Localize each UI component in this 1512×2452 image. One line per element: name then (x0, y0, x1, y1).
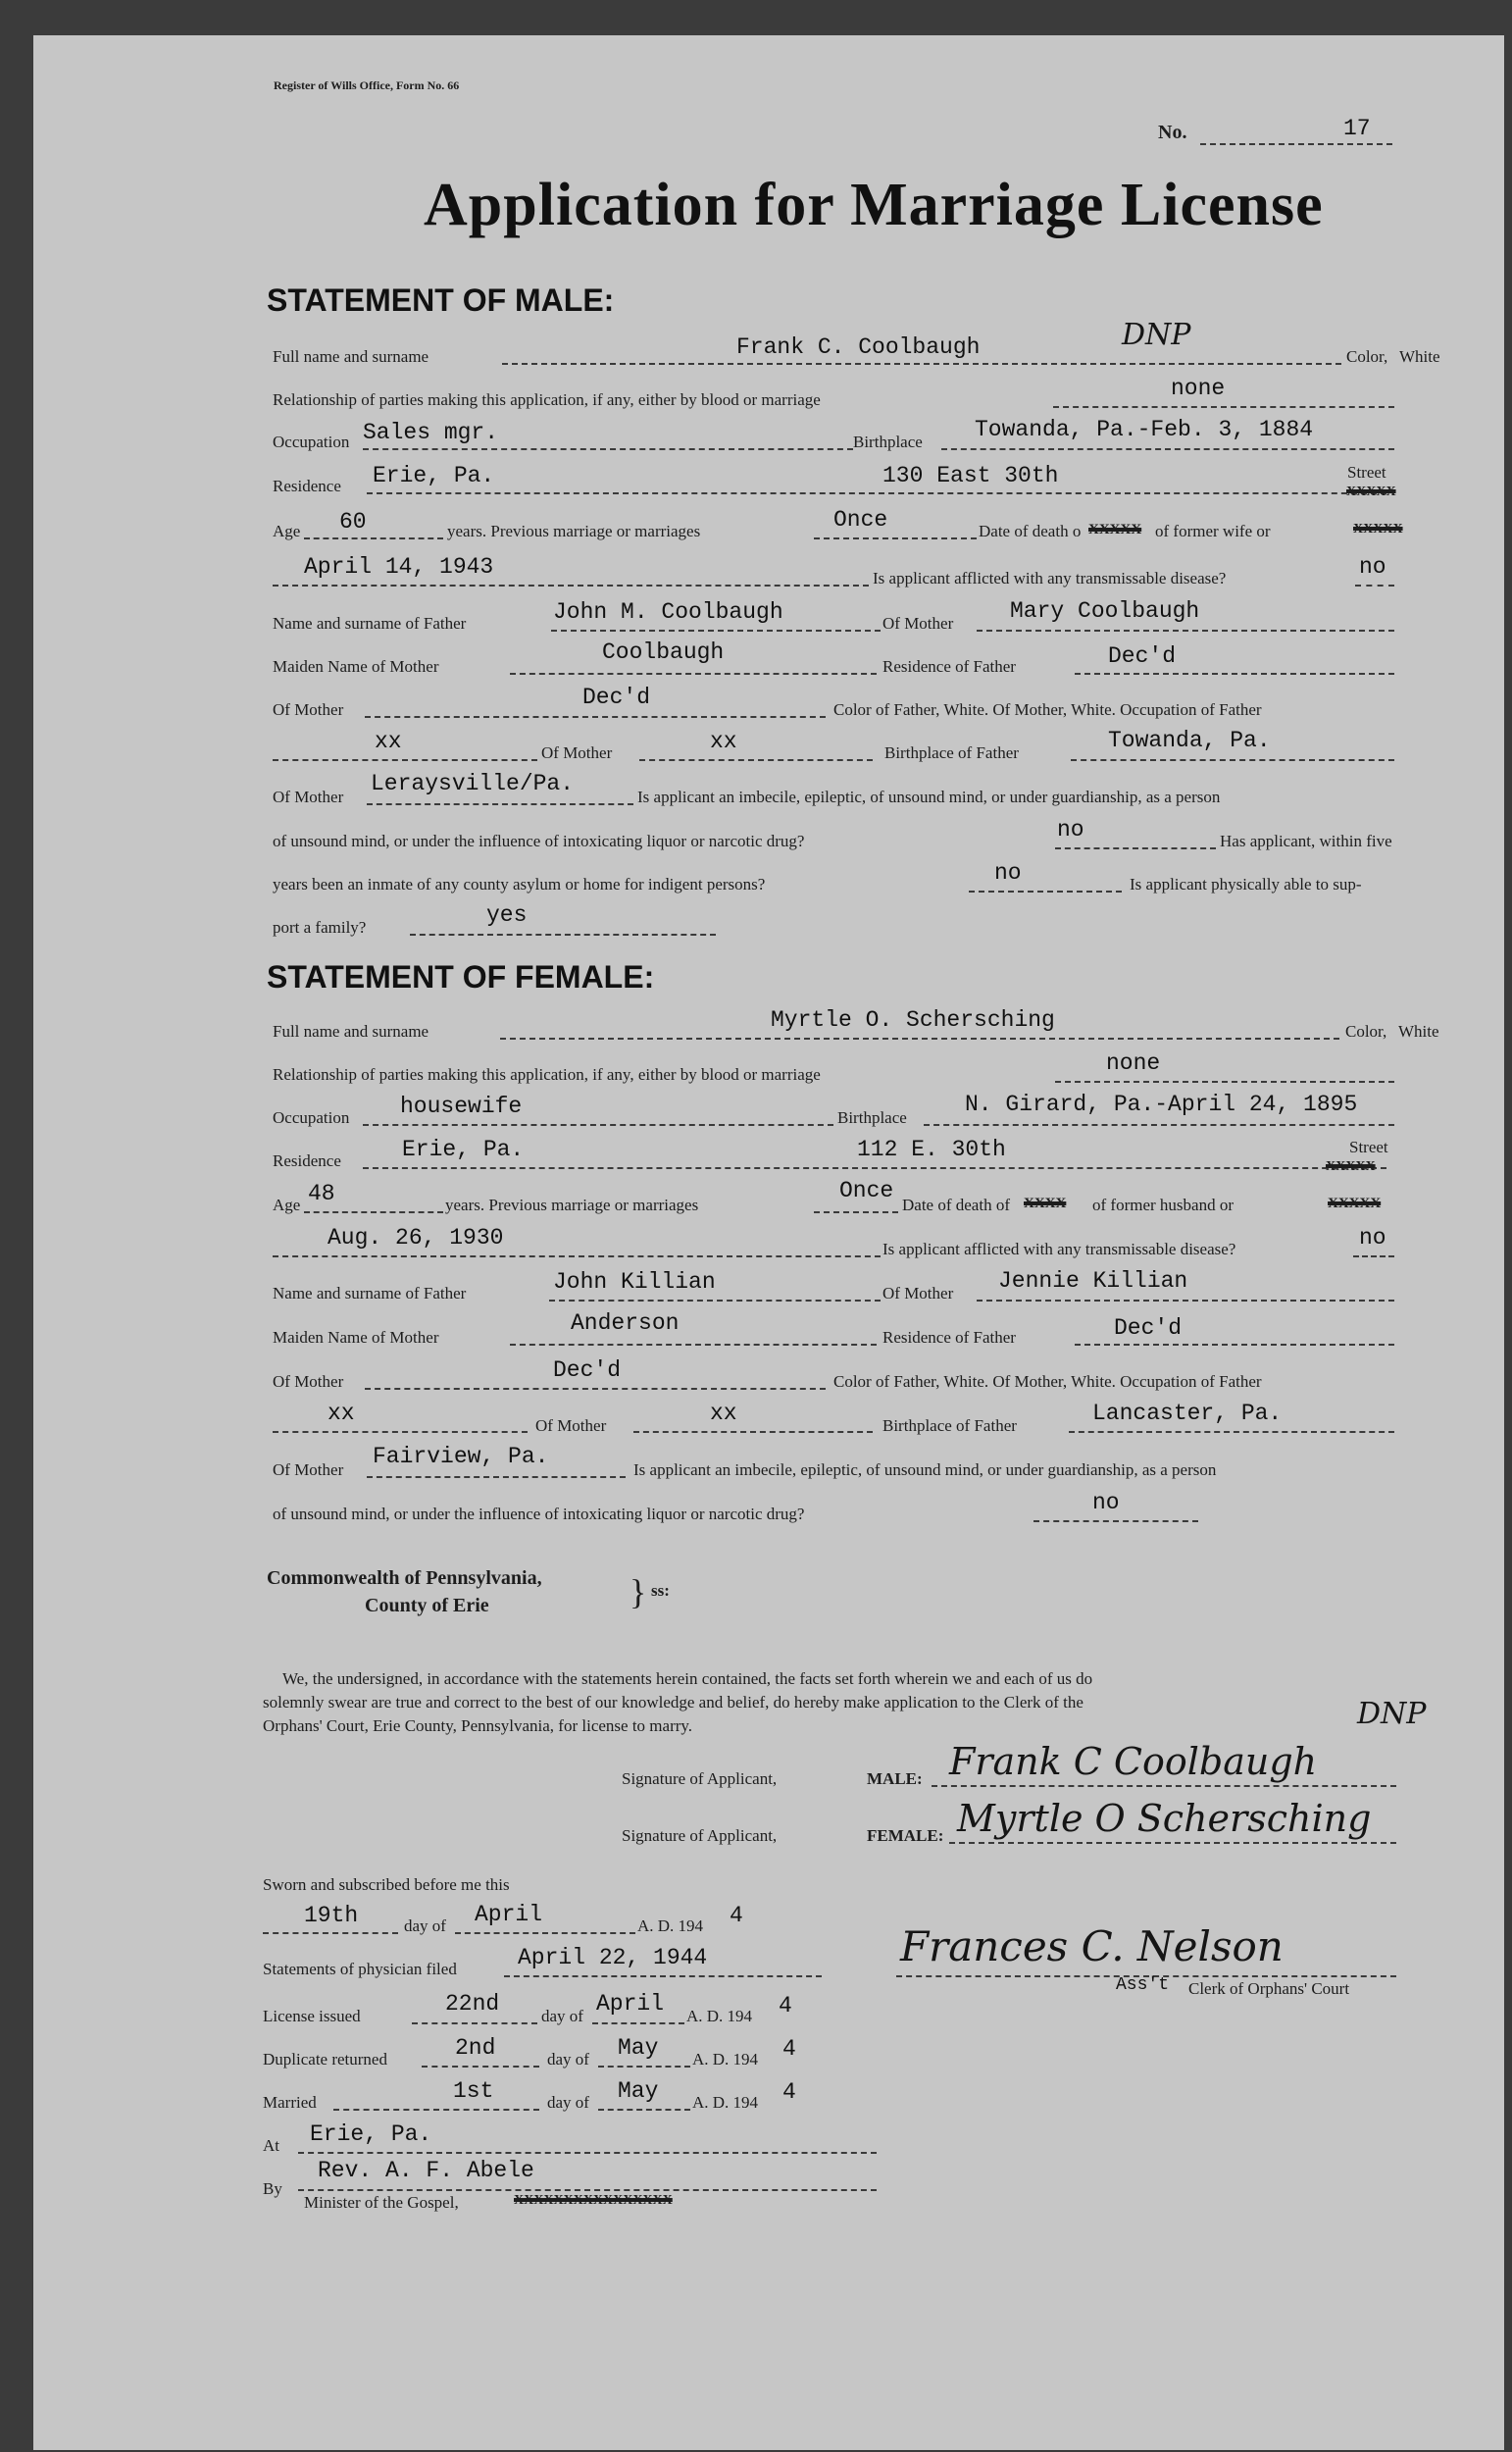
male-occupation-line (363, 448, 853, 450)
female-relationship-label: Relationship of parties making this application, if any, either by blood or marriage (273, 1065, 821, 1084)
female-mother-line (977, 1300, 1394, 1302)
female-res-mother-line (365, 1388, 826, 1390)
duplicate-day-of-label: day of (547, 2050, 589, 2069)
female-disease-label: Is applicant afflicted with any transmissable disease? (882, 1240, 1236, 1258)
male-support-label-b: port a family? (273, 918, 367, 937)
male-section-heading: STATEMENT OF MALE: (267, 282, 615, 318)
male-birthplace-value: Towanda, Pa.-Feb. 3, 1884 (975, 417, 1314, 442)
male-mother-label: Of Mother (882, 614, 954, 633)
female-res-mother-value: Dec'd (553, 1357, 622, 1383)
oath-line-1: We, the undersigned, in accordance with the statements herein contained, the facts set forth wherein we and each of us do (282, 1669, 1093, 1688)
female-occupation-value: housewife (400, 1094, 523, 1119)
female-unsound-value: no (1092, 1490, 1120, 1515)
male-occupation-label: Occupation (273, 433, 350, 451)
page-title: Application for Marriage License (424, 172, 1324, 238)
male-bp-father-value: Towanda, Pa. (1108, 728, 1271, 753)
married-month-line (598, 2109, 690, 2111)
female-sig-prefix: FEMALE: (867, 1826, 944, 1845)
female-former-date-value: Aug. 26, 1930 (328, 1225, 504, 1251)
male-res-father-label: Residence of Father (882, 657, 1016, 676)
male-imbecile-label: Is applicant an imbecile, epileptic, of unsound mind, or under guardianship, as a person (637, 788, 1221, 806)
female-birthplace-value: N. Girard, Pa.-April 24, 1895 (965, 1092, 1358, 1117)
female-occupation-label: Occupation (273, 1108, 350, 1127)
male-sig-prefix: MALE: (867, 1769, 923, 1788)
female-birthplace-label: Birthplace (837, 1108, 907, 1127)
male-unsound-value: no (1057, 817, 1084, 843)
male-birthplace-label: Birthplace (853, 433, 923, 451)
female-disease-line (1353, 1255, 1394, 1257)
female-occ-mother-label: Of Mother (535, 1416, 607, 1435)
female-death-label: Date of death of (902, 1196, 1010, 1214)
male-bp-mother-line (367, 803, 633, 805)
male-relationship-label: Relationship of parties making this application, if any, either by blood or marriage (273, 390, 821, 409)
female-bp-mother-value: Fairview, Pa. (373, 1444, 549, 1469)
number-value: 17 (1343, 116, 1371, 141)
male-residence-label: Residence (273, 477, 341, 495)
minister-title-label: Minister of the Gospel, (304, 2193, 459, 2212)
female-prev-marriage-line (814, 1211, 898, 1213)
female-color-value: White (1398, 1022, 1439, 1041)
female-bp-father-value: Lancaster, Pa. (1092, 1401, 1283, 1426)
duplicate-month-value: May (618, 2035, 659, 2061)
female-section-heading: STATEMENT OF FEMALE: (267, 959, 655, 995)
female-residence-line (363, 1167, 1386, 1169)
male-occupation-value: Sales mgr. (363, 420, 499, 445)
male-color-parents-label: Color of Father, White. Of Mother, White. Occupation of Father (833, 700, 1262, 719)
male-occ-mother-label: Of Mother (541, 743, 613, 762)
duplicate-day-value: 2nd (455, 2035, 496, 2061)
male-maiden-label: Maiden Name of Mother (273, 657, 439, 676)
minister-line (298, 2189, 877, 2191)
clerk-signature: Frances C. Nelson (900, 1922, 1284, 1970)
sworn-year-digit: 4 (730, 1903, 743, 1928)
male-res-mother-label: Of Mother (273, 700, 344, 719)
sworn-month-value: April (475, 1902, 543, 1927)
female-residence-street: 112 E. 30th (857, 1137, 1006, 1162)
commonwealth-label: Commonwealth of Pennsylvania, (267, 1567, 542, 1589)
female-fullname-value: Myrtle O. Schersching (771, 1007, 1055, 1033)
male-unsound-label: of unsound mind, or under the influence of intoxicating liquor or narcotic drug? (273, 832, 805, 850)
male-father-name-value: John M. Coolbaugh (553, 599, 783, 625)
duplicate-label: Duplicate returned (263, 2050, 387, 2069)
male-birthplace-line (941, 448, 1394, 450)
married-day-line (333, 2109, 539, 2111)
female-father-name-value: John Killian (553, 1269, 716, 1295)
female-former-struck: XXXXX (1328, 1196, 1382, 1211)
male-age-line (304, 537, 443, 539)
female-bp-mother-label: Of Mother (273, 1460, 344, 1479)
female-fullname-line (500, 1038, 1339, 1040)
female-mother-value: Jennie Killian (998, 1268, 1188, 1294)
female-res-mother-label: Of Mother (273, 1372, 344, 1391)
male-color-value: White (1399, 347, 1440, 366)
duplicate-month-line (598, 2066, 690, 2068)
male-father-name-line (551, 630, 881, 632)
male-age-value: 60 (339, 509, 367, 535)
male-death-label: Date of death o (979, 522, 1082, 540)
male-former-wife-label: of former wife or (1155, 522, 1271, 540)
male-father-name-label: Name and surname of Father (273, 614, 467, 633)
license-issued-label: License issued (263, 2007, 361, 2025)
male-maiden-line (510, 673, 877, 675)
oath-line-3: Orphans' Court, Erie County, Pennsylvania, for license to marry. (263, 1716, 693, 1735)
female-signature: Myrtle O Schersching (957, 1797, 1372, 1840)
male-disease-label: Is applicant afflicted with any transmissable disease? (873, 569, 1227, 587)
license-day-line (412, 2022, 537, 2024)
ss-label: ss: (651, 1581, 670, 1600)
male-maiden-value: Coolbaugh (602, 639, 725, 665)
male-former-struck: XXXXX (1353, 522, 1403, 536)
male-signature: Frank C Coolbaugh (949, 1740, 1318, 1783)
male-support-label-a: Is applicant physically able to sup- (1130, 875, 1362, 894)
clerk-title-label: Clerk of Orphans' Court (1188, 1979, 1350, 1998)
female-death-struck: XXXX (1024, 1196, 1067, 1211)
male-color-label: Color, (1346, 347, 1388, 366)
license-day-value: 22nd (445, 1991, 500, 2017)
male-relationship-line (1053, 406, 1394, 408)
male-fullname-label: Full name and surname (273, 347, 429, 366)
male-prev-marriage-line (814, 537, 977, 539)
married-ad-label: A. D. 194 (692, 2093, 759, 2112)
female-prev-marriage-value: Once (839, 1178, 894, 1203)
brace-glyph: } (630, 1572, 647, 1611)
female-father-name-line (549, 1300, 881, 1302)
at-line (298, 2152, 877, 2154)
female-prev-marriage-label: years. Previous marriage or marriages (445, 1196, 699, 1214)
male-occ-father-value: xx (375, 729, 402, 754)
female-relationship-value: none (1106, 1050, 1161, 1076)
license-day-of-label: day of (541, 2007, 583, 2025)
male-sig-label: Signature of Applicant, (622, 1769, 778, 1788)
male-street-struck: XXXXX (1346, 485, 1396, 499)
physician-date-value: April 22, 1944 (518, 1945, 708, 1970)
sworn-label: Sworn and subscribed before me this (263, 1875, 510, 1894)
male-mother-line (977, 630, 1394, 632)
male-disease-line (1355, 585, 1394, 587)
oath-dnp-mark: DNP (1357, 1697, 1427, 1731)
minister-struck-label: XXXXXXXXXXXXXXXX (514, 2193, 673, 2208)
duplicate-day-line (422, 2066, 539, 2068)
male-death-struck: XXXXX (1088, 522, 1142, 537)
male-residence-city: Erie, Pa. (373, 463, 495, 488)
female-occ-mother-line (633, 1431, 873, 1433)
male-age-label: Age (273, 522, 301, 540)
female-street-label: Street (1349, 1138, 1388, 1156)
female-occupation-line (363, 1124, 833, 1126)
physician-line (504, 1975, 822, 1977)
female-street-struck: XXXXX (1326, 1159, 1376, 1174)
male-residence-line (367, 492, 1386, 494)
female-bp-mother-line (367, 1476, 626, 1478)
female-father-name-label: Name and surname of Father (273, 1284, 467, 1303)
male-former-date-value: April 14, 1943 (304, 554, 494, 580)
female-age-line (304, 1211, 443, 1213)
license-month-line (592, 2022, 684, 2024)
license-month-value: April (596, 1991, 665, 2017)
duplicate-ad-label: A. D. 194 (692, 2050, 759, 2069)
female-relationship-line (1055, 1081, 1394, 1083)
female-birthplace-line (924, 1124, 1394, 1126)
duplicate-year-digit: 4 (782, 2036, 796, 2062)
male-fullname-value: Frank C. Coolbaugh (736, 334, 981, 360)
male-residence-street: 130 East 30th (882, 463, 1059, 488)
female-maiden-line (510, 1344, 877, 1346)
female-former-husband-label: of former husband or (1092, 1196, 1234, 1214)
form-id: Register of Wills Office, Form No. 66 (274, 78, 460, 92)
male-disease-value: no (1359, 554, 1386, 580)
female-residence-city: Erie, Pa. (402, 1137, 525, 1162)
female-residence-label: Residence (273, 1151, 341, 1170)
male-relationship-value: none (1171, 376, 1226, 401)
male-res-father-value: Dec'd (1108, 643, 1177, 669)
number-label: No. (1158, 122, 1187, 143)
male-unsound-line (1055, 847, 1216, 849)
female-former-date-line (273, 1255, 881, 1257)
female-occ-father-value: xx (328, 1401, 355, 1426)
number-line (1200, 143, 1392, 145)
married-year-digit: 4 (782, 2079, 796, 2105)
female-disease-value: no (1359, 1225, 1386, 1251)
male-bp-mother-value: Leraysville/Pa. (371, 771, 575, 796)
male-occ-mother-line (639, 759, 873, 761)
male-occ-father-line (273, 759, 537, 761)
male-sig-line (932, 1785, 1396, 1787)
married-label: Married (263, 2093, 317, 2112)
at-label: At (263, 2136, 279, 2155)
sworn-month-line (455, 1932, 635, 1934)
female-color-parents-label: Color of Father, White. Of Mother, White. Occupation of Father (833, 1372, 1262, 1391)
male-bp-father-label: Birthplace of Father (884, 743, 1019, 762)
female-res-father-value: Dec'd (1114, 1315, 1183, 1341)
female-res-father-label: Residence of Father (882, 1328, 1016, 1347)
male-asylum-value: no (994, 860, 1022, 886)
married-month-value: May (618, 2078, 659, 2104)
minister-name-value: Rev. A. F. Abele (318, 2158, 534, 2183)
male-prev-marriage-label: years. Previous marriage or marriages (447, 522, 701, 540)
male-prev-marriage-value: Once (833, 507, 888, 533)
female-age-value: 48 (308, 1181, 335, 1206)
male-res-father-line (1075, 673, 1394, 675)
male-former-date-line (273, 585, 869, 587)
sworn-ad-label: A. D. 194 (637, 1916, 704, 1935)
male-support-value: yes (486, 902, 528, 928)
female-color-label: Color, (1345, 1022, 1387, 1041)
female-occ-father-line (273, 1431, 528, 1433)
sworn-day-line (263, 1932, 398, 1934)
county-label: County of Erie (365, 1595, 489, 1616)
license-form-paper (33, 35, 1504, 2450)
female-age-label: Age (273, 1196, 301, 1214)
license-year-digit: 4 (779, 1993, 792, 2018)
female-mother-label: Of Mother (882, 1284, 954, 1303)
sworn-day-of-label: day of (404, 1916, 446, 1935)
female-maiden-value: Anderson (571, 1310, 680, 1336)
married-day-of-label: day of (547, 2093, 589, 2112)
female-maiden-label: Maiden Name of Mother (273, 1328, 439, 1347)
female-fullname-label: Full name and surname (273, 1022, 429, 1041)
male-bp-mother-label: Of Mother (273, 788, 344, 806)
female-unsound-label: of unsound mind, or under the influence of intoxicating liquor or narcotic drug? (273, 1505, 805, 1523)
asst-label: Ass't (1116, 1975, 1170, 1995)
female-unsound-line (1033, 1520, 1198, 1522)
male-occ-mother-value: xx (710, 729, 737, 754)
male-asylum-label-a: Has applicant, within five (1220, 832, 1392, 850)
male-res-mother-line (365, 716, 826, 718)
female-bp-father-label: Birthplace of Father (882, 1416, 1017, 1435)
at-value: Erie, Pa. (310, 2121, 432, 2147)
female-sig-line (949, 1842, 1396, 1844)
male-dnp-mark: DNP (1122, 318, 1191, 352)
female-imbecile-label: Is applicant an imbecile, epileptic, of unsound mind, or under guardianship, as a person (633, 1460, 1217, 1479)
by-label: By (263, 2179, 282, 2198)
married-day-value: 1st (453, 2078, 494, 2104)
male-fullname-line (502, 363, 1341, 365)
female-bp-father-line (1069, 1431, 1394, 1433)
male-asylum-label-b: years been an inmate of any county asylum or home for indigent persons? (273, 875, 766, 894)
sworn-day-value: 19th (304, 1903, 359, 1928)
female-occ-mother-value: xx (710, 1401, 737, 1426)
male-bp-father-line (1071, 759, 1394, 761)
male-mother-value: Mary Coolbaugh (1010, 598, 1200, 624)
license-ad-label: A. D. 194 (686, 2007, 753, 2025)
male-res-mother-value: Dec'd (582, 685, 651, 710)
male-street-label: Street (1347, 463, 1386, 482)
male-asylum-line (969, 891, 1122, 893)
female-sig-label: Signature of Applicant, (622, 1826, 778, 1845)
physician-label: Statements of physician filed (263, 1960, 457, 1978)
female-res-father-line (1075, 1344, 1394, 1346)
male-support-line (410, 934, 716, 936)
oath-line-2: solemnly swear are true and correct to the best of our knowledge and belief, do hereby make application to the Clerk of the (263, 1693, 1084, 1711)
